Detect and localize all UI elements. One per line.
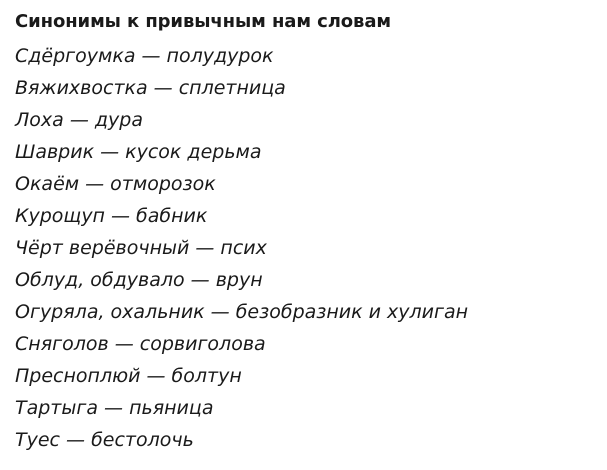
list-item: Туес — бестолочь [15,429,194,451]
list-item: Курощуп — бабник [15,205,208,227]
list-item: Лоха — дура [15,109,143,131]
list-item: Шаврик — кусок дерьма [15,141,262,163]
list-item: Облуд, обдувало — врун [15,269,263,291]
synonym-list [15,40,600,456]
list-item: Тартыга — пьяница [15,397,214,419]
list-item: Огуряла, охальник — безобразник и хулиган [15,301,469,323]
list-item: Сдёргоумка — полудурок [15,45,274,67]
list-item: Пресноплюй — болтун [15,365,242,387]
list-item: Окаём — отморозок [15,173,216,195]
list-item: Вяжихвостка — сплетница [15,77,286,99]
page-title: Синонимы к привычным нам словам [15,11,391,32]
list-item: Сняголов — сорвиголова [15,333,266,355]
list-item: Чёрт верёвочный — псих [15,237,267,259]
document [15,8,600,456]
